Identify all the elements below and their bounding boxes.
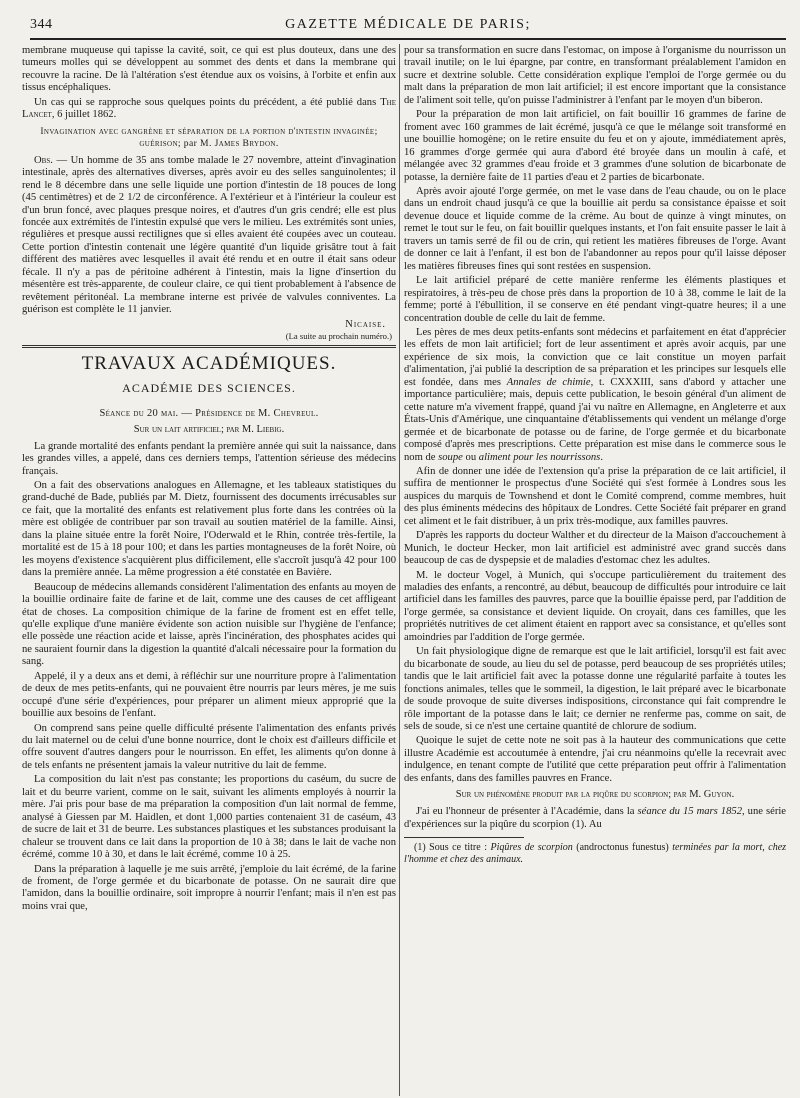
text-run: (1) Sous ce titre : bbox=[414, 842, 487, 854]
paragraph: Appelé, il y a deux ans et demi, à réfléchir sur une nourriture propre à l'alimentation de deux de mes petits-enfants, qui ne pouvaient être nourris par leurs mères, je me suis occupé d'une série d'expériences, pour préparer un aliment mieux approprié que la bouillie aux besoins de l'enfant. bbox=[22, 670, 396, 720]
section-title: TRAVAUX ACADÉMIQUES. bbox=[81, 352, 337, 374]
paragraph bbox=[404, 806, 786, 831]
signature: Nicaise. bbox=[345, 318, 386, 330]
article-heading bbox=[22, 424, 396, 435]
article-title: Sur un lait artificiel; bbox=[133, 423, 224, 435]
continued-note: (La suite au prochain numéro.) bbox=[285, 330, 392, 341]
session-line bbox=[22, 408, 396, 419]
paragraph: membrane muqueuse qui tapisse la cavité, soit, ce qui est plus douteux, dans une des tumeurs molles qui se développent au sommet des dents et dans la membrane qui recouvre la racine. De là l'altération s'est étendue aux os voisins, à l'orbite et enfin aux tissus encéphaliques. bbox=[22, 45, 396, 94]
paragraph: Afin de donner une idée de l'extension qu'a prise la préparation de ce lait artificiel, il suffira de mentionner le prospectus d'une Société qui s'est formée à Londres sous les auspices du marquis de Townshend et dont le Comité comprend, comme membres, huit des plus éminents médecins des hôpitaux de Londres. Cette Société fait préparer en grand cet aliment et le fait distribuer, à un prix très-modique, aux familles pauvres. bbox=[404, 465, 786, 527]
left-column bbox=[22, 45, 396, 915]
column-rule bbox=[399, 44, 400, 1096]
text-run: , t. CXXXIII, sans d'abord y attacher une importance particulière; mais, depuis cette publication, le besoin général d'un aliment de cette nature m'a vivement frappé, quand j'ai vu naître en Allemagne, en Angleterre et aux États-Unis d'Amérique, une cinquantaine d'établissements qui vendent un mélange d'orge germée et de bicarbonate de potasse ou de farine, de l'orge germée et du bicarbonate composé d'après mes prescriptions. Cette préparation est mise dans le commerce sous le nom de bbox=[404, 376, 786, 463]
paragraph: On comprend sans peine quelle difficulté présente l'alimentation des enfants privés du lait maternel ou de celui d'une bonne nourrice, dont le choix est d'ailleurs difficile et offre souvent d'autres dangers pour le nourrisson. En effet, les aliments qu'on donne à de tels enfants ne présentent jamais la valeur nutritive du lait de femme. bbox=[22, 722, 396, 771]
session-text: Séance du 20 mai. — Présidence de bbox=[99, 407, 256, 419]
paragraph: On a fait des observations analogues en Allemagne, et les tableaux statistiques du grand-duché de Bade, publiés par M. Dietz, fournissent des documents irrécusables sur ce fait, que la mortalité des enfants est relativement plus forte dans les contrées où la mère est obligée de contribuer par son travail au soutien matériel de la famille. Ainsi, dans la plaine située entre la forêt Noire, l'Oderwald et le Rhin, contrée très-fertile, la mortalité est de 15 à 18 pour 100; et dans les parties montagneuses de la forêt Noire, où les moyens d'existence s'acquièrent plus difficilement, elle s'accroît jusqu'à 42 pour 100 dans la première année. La même progression a été constatée en Bavière. bbox=[22, 479, 396, 579]
product-name: aliment pour les nourrissons bbox=[478, 451, 601, 463]
session-president: M. Chevreul. bbox=[258, 407, 319, 419]
paragraph: La composition du lait n'est pas constante; les proportions du caséum, du sucre de lait et du beurre varient, comme on le sait, suivant les aliments employés à nourrir la mère. J'ai pris pour base de ma préparation la composition d'un lait normal de femme, analysé à Giessen par M. Haidlen, et dont 1,000 parties contenaient 31 de caséum, 43 de sucre de lait et 31 de beurre. Les substances plastiques et les substances produisant la chaleur se trouvent dans ce lait dans la proportion de 10 à 38; dans le lait de vache non écrémé, comme 10 à 30, et dans le lait écrémé, comme 10 à 25. bbox=[22, 774, 396, 861]
paragraph: La grande mortalité des enfants pendant la première année qui suit la naissance, dans les grandes villes, a appelé, dans ces derniers temps, l'attention sérieuse des médecins français. bbox=[22, 440, 396, 477]
text-run: J'ai eu l'honneur de présenter à l'Académie, dans la bbox=[416, 806, 635, 818]
page-header bbox=[30, 14, 786, 40]
article-heading bbox=[28, 126, 390, 150]
article-author: James Brydon. bbox=[214, 137, 279, 149]
text-run: , 6 juillet 1862. bbox=[51, 109, 117, 121]
paragraph: Dans la préparation à laquelle je me suis arrêté, j'emploie du lait écrémé, de la farine de froment, de l'orge germée et du bicarbonate de potasse. On ne saurait dire que l'amidon, dans la bouillie ordinaire, soit impropre à nourrir l'enfant; mais il n'en est pas moins vrai que, bbox=[22, 863, 396, 912]
article-title: Sur un phénomène produit par la piqûre du scorpion; bbox=[455, 789, 672, 801]
paragraph: M. le docteur Vogel, à Munich, qui s'occupe particulièrement du traitement des maladies des enfants, a rencontré, au début, beaucoup de difficultés pour introduire ce lait artificiel dans les familles des pauvres, parce que la bouillie épaisse perd, par l'addition de l'orge germée, sa consistance et devient liquide. On croyait, dans ces familles, que les propriétés nutritives de cet aliment étaient en rapport avec sa consistance, et qu'elles sont amoindries par l'addition de l'orge germée. bbox=[404, 569, 786, 643]
divider bbox=[22, 345, 396, 346]
text-run: Les pères de mes deux petits-enfants sont médecins et parfaitement en état d'apprécier les effets de mon lait artificiel; fort de leur assentiment et après avoir acquis, par une expérience de six mois, la conviction que ce lait constitue un moyen parfait d'alimentation, j'ai publié la description de sa préparation et les principes sur lesquels elle est fondée, dans mes bbox=[404, 326, 786, 388]
paragraph: Le lait artificiel préparé de cette manière renferme les éléments plastiques et respiratoires, à très-peu de chose près dans la proportion de 10 à 38, comme le lait de la femme; porté à l'ébullition, il se conserve en été pendant vingt-quatre heures; il a une concentration double de celle du lait de femme. bbox=[404, 275, 786, 324]
text-run: (androctonus funestus) bbox=[576, 842, 669, 854]
article-title: Invagination avec gangrène et séparation de la portion d'intestin invaginée; guérison; bbox=[40, 125, 378, 149]
article-author: par M. Liebig. bbox=[226, 423, 285, 435]
paragraph: D'après les rapports du docteur Walther et du directeur de la Maison d'accouchement à Munich, le docteur Hecker, mon lait artificiel est administré avec grand succès dans beaucoup de cas de dyspepsie et de maladies d'estomac chez les adultes. bbox=[404, 530, 786, 567]
obs-label: Obs. bbox=[34, 154, 53, 166]
paragraph bbox=[22, 155, 396, 317]
divider bbox=[22, 347, 396, 348]
footnote-title: terminées par la mort, chez l'homme et chez des animaux. bbox=[404, 842, 787, 866]
article-author: par M. Guyon. bbox=[673, 789, 735, 801]
paragraph bbox=[404, 327, 786, 464]
paragraph: pour sa transformation en sucre dans l'estomac, on impose à l'organisme du nourrisson un travail inutile; on le lui épargne, par contre, en transformant préalablement l'amidon en sucre et dextrine soluble. Cette considération explique l'emploi de l'orge germée ou du malt dans la préparation de mon lait artificiel; il est encore important que la consistance de l'aliment soit telle, qu'on puisse l'administrer à l'enfant par le moyen d'un biberon. bbox=[404, 45, 786, 106]
journal-title: GAZETTE MÉDICALE DE PARIS; bbox=[285, 17, 531, 32]
date-text: séance du 15 mars 1852 bbox=[637, 806, 742, 818]
academy-title: ACADÉMIE DES SCIENCES. bbox=[122, 380, 296, 395]
footnote-divider bbox=[404, 837, 524, 838]
paragraph: Pour la préparation de mon lait artificiel, on fait bouillir 16 grammes de farine de froment avec 160 grammes de lait écrémé, jusqu'à ce que le mélange soit transformé en une bouillie homogène; on le retire ensuite du feu et on y ajoute, immédiatement après, 16 grammes d'orge germée qui aura d'abord été broyée dans un moulin à café, et mélangée avec 32 grammes d'eau froide et 3 grammes d'une solution de bicarbonate de potasse, la dernière faite de 11 parties d'eau et 2 parties de bicarbonate. bbox=[404, 109, 786, 183]
journal-name: Annales de chimie bbox=[506, 376, 591, 388]
text-run: ou bbox=[465, 451, 477, 463]
page-number: 344 bbox=[30, 17, 53, 32]
footnote-title: Piqûres de scorpion bbox=[490, 842, 573, 854]
journal-name: The Lancet bbox=[22, 96, 396, 121]
text-run: , une série d'expériences sur la piqûre du scorpion (1). Au bbox=[404, 806, 786, 830]
paragraph: Beaucoup de médecins allemands considèrent l'alimentation des enfants au moyen de la bouillie ordinaire faite de farine et de lait, comme une des causes de cet affligeant état de choses. La composition chimique de la farine de froment est en effet telle, qu'elle explique d'une manière évidente son action nuisible sur l'hygiène de l'enfance; elle possède une réaction acide et laisse, après l'incinération, des phosphates acides qui ne sauraient fournir dans la digestion la quantité d'alcali nécessaire pour la formation du sang. bbox=[22, 581, 396, 668]
paragraph: Un fait physiologique digne de remarque est que le lait artificiel, lorsqu'il est fait avec du bicarbonate de soude, au lieu du sel de potasse, perd beaucoup de ses propriétés utiles; tandis que le lait artificiel fait avec la potasse donne une régularité parfaite à toutes les fonctions animales, telles que le sommeil, la digestion, le lait préparé avec le bicarbonate de soude provoque de suite diverses indispositions, circonstance qui fait comprendre le rôle important de la potasse dans le lait; ce dernier ne renferme pas, comme on sait, de sels de soude, si ce n'est une certaine quantité de chlorure de sodium. bbox=[404, 646, 786, 733]
product-name: soupe bbox=[438, 451, 463, 463]
paragraph bbox=[22, 97, 396, 122]
paragraph: Après avoir ajouté l'orge germée, on met le vase dans de l'eau chaude, ou on le place dans un endroit chaud jusqu'à ce que la bouillie ait perdu sa consistance épaisse et soit devenue douce et liquide comme de la crème. Au bout de quinze à vingt minutes, on remet le tout sur le feu, on fait bouillir quelques instants, et l'on fait ensuite passer le lait à travers un tamis serré de fil ou de crin, qui retient les matières fibreuses de l'orge. Avant de donner ce lait à l'enfant, il est bon de l'abandonner au repos pour qu'il laisse déposer les matières fibreuses fines qui sont restées en suspension. bbox=[404, 185, 786, 272]
footnote bbox=[404, 842, 786, 866]
text-run: — Un homme de 35 ans tombe malade le 27 novembre, atteint d'invagination intestinale, après des alternatives diverses, après avoir eu des selles sanguinolentes; il rend le 8 décembre dans une selle liquide une portion d'intestin de 18 pouces de long (45 centimètres) et de 2 1/2 de circonférence. A l'extérieur et à l'intérieur la couleur est d'un brun foncé, avec plaques presque noires, et d'autres d'un gris cendré; elle est plus foncée aux extrémités de l'intestin expulsé que vers le milieu. Les extrémités sont unies, régulières et presque aussi rectilignes que si elles avaient été coupées avec un couteau. Cette portion d'intestin contenait une légère quantité d'un liquide grisâtre tout à fait différent des matières avec lesquelles il avait été rendu et en outre il était sans odeur fécale. Il n'y a pas de péritoine adhérent à l'intestin, mais la ligne d'insertion du mésentère est très-apparente, de couleur claire, ce qui tient probablement à l'absence de revêtement péritonéal. La membrane interne est privée de valvules conniventes. La guérison est complète le 11 janvier. bbox=[22, 154, 397, 316]
text-run: Un cas qui se rapproche sous quelques points du précédent, a été publié dans bbox=[34, 96, 377, 108]
article-heading bbox=[404, 789, 786, 800]
text-run: . bbox=[600, 451, 603, 463]
paragraph: Quoique le sujet de cette note ne soit pas à la hauteur des communications que cette illustre Académie est accoutumée à entendre, j'ai cru néanmoins qu'elle la recevrait avec indulgence, en tenant compte de l'utilité que cette préparation peut offrir à l'alimentation des enfants, dans des familles pauvres en France. bbox=[404, 735, 786, 784]
right-column bbox=[404, 45, 786, 868]
author-prefix: par M. bbox=[183, 137, 212, 149]
